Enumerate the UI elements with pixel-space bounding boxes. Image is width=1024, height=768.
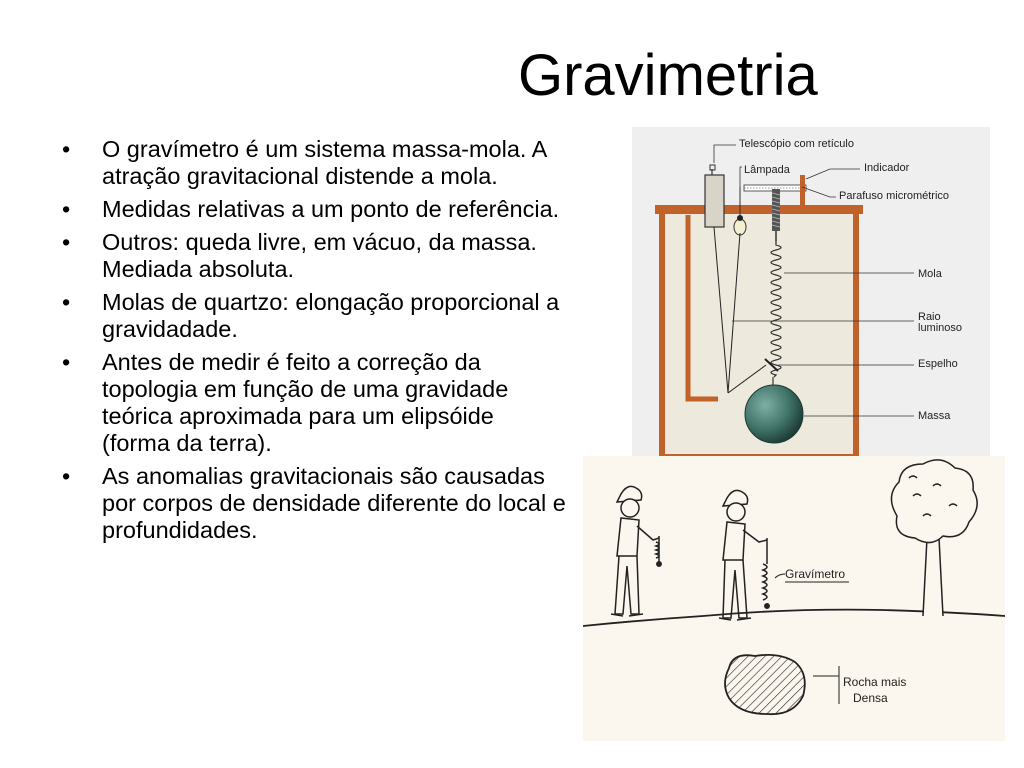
label-ray-line2: luminoso [918, 322, 963, 334]
bullet-text: Outros: queda livre, em vácuo, da massa. Mediada absoluta. [102, 229, 537, 282]
lamp-icon [734, 219, 746, 235]
label-screw: Parafuso micrométrico [839, 190, 950, 202]
label-ray: Raio [918, 311, 941, 323]
bullet-marker: • [62, 136, 71, 162]
field-sketch [583, 456, 1005, 741]
label-telescope: Telescópio com retículo [739, 138, 854, 150]
rock-label: Rocha mais [843, 675, 907, 689]
bullet-item [58, 289, 568, 343]
bullet-item [58, 196, 568, 223]
label-indicator: Indicador [864, 162, 910, 174]
bullet-list [58, 136, 568, 550]
bullet-marker: • [62, 229, 71, 255]
bullet-text: As anomalias gravitacionais são causadas por corpos de densidade diferente do local e profundidades. [102, 463, 566, 543]
bullet-marker: • [62, 196, 71, 222]
bullet-item [58, 349, 568, 457]
bullet-text: Molas de quartzo: elongação proporcional a gravidadade. [102, 289, 560, 342]
gravimeter-lid [655, 205, 863, 214]
rock-label-line2: Densa [853, 691, 888, 705]
bullet-item [58, 136, 568, 190]
slide-title: Gravimetria [518, 43, 818, 108]
label-spring: Mola [918, 268, 942, 280]
bullet-item [58, 463, 568, 544]
label-lamp: Lâmpada [744, 164, 790, 176]
bullet-item [58, 229, 568, 283]
gravimeter-diagram [632, 127, 990, 460]
gravimeter-label: Gravímetro [785, 567, 846, 581]
dense-rock-icon [725, 655, 805, 714]
mass-icon [745, 385, 803, 443]
bullet-marker: • [62, 463, 71, 489]
telescope-icon [705, 175, 724, 227]
bullet-text: Medidas relativas a um ponto de referência. [102, 196, 560, 222]
bullet-marker: • [62, 349, 71, 375]
bullet-text: Antes de medir é feito a correção da topologia em função de uma gravidade teórica aproximada para um elipsóide (forma da terra). [102, 349, 509, 456]
label-mirror: Espelho [918, 358, 958, 370]
bullet-marker: • [62, 289, 71, 315]
label-mass: Massa [918, 410, 951, 422]
bullet-text: O gravímetro é um sistema massa-mola. A atração gravitacional distende a mola. [102, 136, 547, 189]
